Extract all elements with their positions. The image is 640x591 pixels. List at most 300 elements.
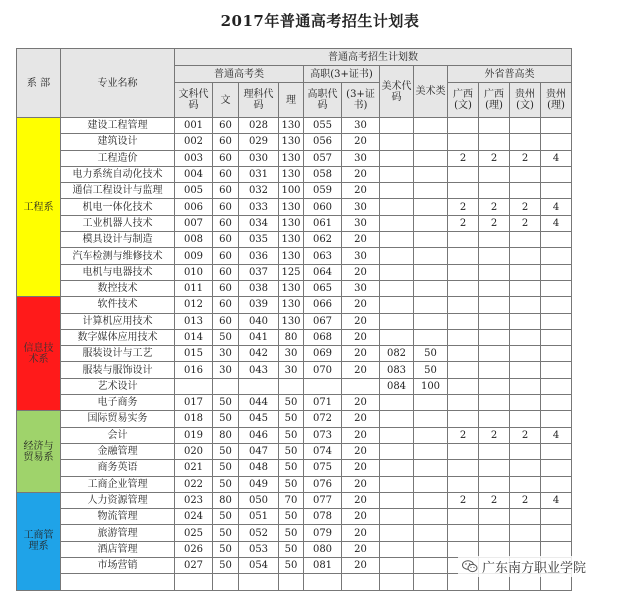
guizhou-wen-cell: 2 [510, 150, 541, 166]
wen-cell: 50 [213, 395, 239, 411]
gz-num-cell: 20 [342, 297, 380, 313]
gz-code-cell: 070 [304, 362, 342, 378]
guizhou-li-cell [541, 183, 572, 199]
guangxi-li-cell [479, 183, 510, 199]
major-name-cell: 服装设计与工艺 [61, 346, 175, 362]
guizhou-li-cell: 4 [541, 199, 572, 215]
table-row [17, 346, 572, 362]
guangxi-wen-cell [448, 395, 479, 411]
guangxi-li-cell [479, 248, 510, 264]
header-other-province: 外省普高类 [448, 66, 572, 83]
guizhou-wen-cell: 2 [510, 199, 541, 215]
li-cell: 130 [279, 280, 304, 296]
gz-code-cell: 072 [304, 411, 342, 427]
major-name-cell: 商务英语 [61, 460, 175, 476]
art-cell [414, 199, 448, 215]
wen-code-cell: 012 [175, 297, 213, 313]
art-code-cell [380, 118, 414, 134]
art-code-cell [380, 411, 414, 427]
art-code-cell [380, 443, 414, 459]
li-cell: 130 [279, 118, 304, 134]
wen-cell: 50 [213, 460, 239, 476]
table-row [17, 166, 572, 182]
li-code-cell [239, 378, 279, 394]
table-row [17, 118, 572, 134]
wechat-icon [462, 560, 478, 573]
wen-cell: 60 [213, 264, 239, 280]
guizhou-wen-cell [510, 460, 541, 476]
guangxi-li-cell [479, 460, 510, 476]
art-code-cell [380, 232, 414, 248]
art-cell [414, 476, 448, 492]
wen-code-cell: 023 [175, 492, 213, 508]
wen-code-cell [175, 378, 213, 394]
major-name-cell: 机电一体化技术 [61, 199, 175, 215]
guizhou-li-cell [541, 509, 572, 525]
li-cell: 130 [279, 248, 304, 264]
guangxi-li-cell: 2 [479, 215, 510, 231]
gz-code-cell: 055 [304, 118, 342, 134]
art-code-cell: 084 [380, 378, 414, 394]
guizhou-wen-cell [510, 232, 541, 248]
guangxi-wen-cell [448, 297, 479, 313]
li-code-cell: 046 [239, 427, 279, 443]
guangxi-li-cell [479, 395, 510, 411]
li-code-cell: 051 [239, 509, 279, 525]
art-code-cell [380, 558, 414, 574]
wen-cell: 60 [213, 118, 239, 134]
guangxi-li-cell [479, 280, 510, 296]
li-cell: 50 [279, 476, 304, 492]
major-name-cell: 电机与电器技术 [61, 264, 175, 280]
guangxi-li-cell [479, 476, 510, 492]
header-art: 美术类 [414, 66, 448, 118]
guizhou-li-cell [541, 134, 572, 150]
wen-cell: 60 [213, 183, 239, 199]
guizhou-li-cell [541, 443, 572, 459]
li-cell: 100 [279, 183, 304, 199]
department-cell: 经济与贸易系 [17, 411, 61, 492]
art-code-cell [380, 492, 414, 508]
guizhou-wen-cell [510, 329, 541, 345]
li-cell: 130 [279, 166, 304, 182]
table-row [17, 264, 572, 280]
major-name-cell: 会计 [61, 427, 175, 443]
guizhou-wen-cell [510, 509, 541, 525]
wen-code-cell: 006 [175, 199, 213, 215]
major-name-cell: 工程造价 [61, 150, 175, 166]
li-code-cell: 037 [239, 264, 279, 280]
wen-code-cell: 025 [175, 525, 213, 541]
gz-num-cell: 30 [342, 280, 380, 296]
gz-num-cell: 20 [342, 346, 380, 362]
wen-code-cell: 024 [175, 509, 213, 525]
gz-code-cell: 056 [304, 134, 342, 150]
wen-cell: 50 [213, 525, 239, 541]
li-cell: 130 [279, 134, 304, 150]
guizhou-li-cell [541, 166, 572, 182]
guangxi-wen-cell [448, 232, 479, 248]
gz-num-cell: 20 [342, 313, 380, 329]
wen-code-cell: 022 [175, 476, 213, 492]
table-row [17, 150, 572, 166]
li-cell: 50 [279, 558, 304, 574]
table-row [17, 411, 572, 427]
major-name-cell: 酒店管理 [61, 541, 175, 557]
header-li-code: 理科代码 [239, 83, 279, 118]
header-dept: 系 部 [17, 49, 61, 118]
wen-cell: 60 [213, 280, 239, 296]
gz-code-cell: 080 [304, 541, 342, 557]
gz-num-cell: 30 [342, 199, 380, 215]
gz-code-cell: 068 [304, 329, 342, 345]
guizhou-li-cell [541, 460, 572, 476]
wen-cell: 50 [213, 411, 239, 427]
guangxi-wen-cell: 2 [448, 492, 479, 508]
wen-code-cell: 015 [175, 346, 213, 362]
gz-num-cell: 20 [342, 166, 380, 182]
gz-code-cell: 081 [304, 558, 342, 574]
wen-code-cell: 008 [175, 232, 213, 248]
major-name-cell: 电力系统自动化技术 [61, 166, 175, 182]
guangxi-wen-cell [448, 443, 479, 459]
art-cell [414, 574, 448, 590]
table-row [17, 313, 572, 329]
gz-num-cell: 30 [342, 118, 380, 134]
major-name-cell: 工业机器人技术 [61, 215, 175, 231]
art-code-cell [380, 166, 414, 182]
guizhou-wen-cell [510, 248, 541, 264]
table-row [17, 297, 572, 313]
gz-num-cell: 20 [342, 525, 380, 541]
header-guizhou-wen: 贵州(文) [510, 83, 541, 118]
guangxi-wen-cell [448, 476, 479, 492]
guangxi-wen-cell [448, 460, 479, 476]
guangxi-li-cell [479, 329, 510, 345]
li-cell [279, 574, 304, 590]
art-cell: 50 [414, 346, 448, 362]
wen-code-cell: 009 [175, 248, 213, 264]
gz-num-cell: 20 [342, 541, 380, 557]
guangxi-wen-cell [448, 183, 479, 199]
table-row [17, 134, 572, 150]
header-guangxi-li: 广西(理) [479, 83, 510, 118]
table-row [17, 427, 572, 443]
art-code-cell [380, 541, 414, 557]
table-row [17, 395, 572, 411]
table-row [17, 476, 572, 492]
guizhou-wen-cell [510, 476, 541, 492]
gz-num-cell: 30 [342, 150, 380, 166]
guangxi-li-cell: 2 [479, 199, 510, 215]
wen-cell: 50 [213, 541, 239, 557]
gz-code-cell: 071 [304, 395, 342, 411]
guangxi-wen-cell [448, 248, 479, 264]
guangxi-li-cell [479, 313, 510, 329]
art-cell [414, 541, 448, 557]
li-cell: 50 [279, 411, 304, 427]
art-code-cell [380, 248, 414, 264]
wen-cell: 80 [213, 427, 239, 443]
table-row [17, 329, 572, 345]
li-code-cell: 030 [239, 150, 279, 166]
header-art-code: 美术代码 [380, 66, 414, 118]
guizhou-wen-cell [510, 280, 541, 296]
header-plan: 普通高考招生计划数 [175, 49, 572, 66]
wen-code-cell: 018 [175, 411, 213, 427]
major-name-cell: 汽车检测与维修技术 [61, 248, 175, 264]
watermark [458, 556, 590, 577]
guizhou-li-cell: 4 [541, 492, 572, 508]
guangxi-wen-cell [448, 166, 479, 182]
table-row [17, 525, 572, 541]
major-name-cell: 艺术设计 [61, 378, 175, 394]
li-code-cell: 032 [239, 183, 279, 199]
wen-cell: 60 [213, 297, 239, 313]
gz-code-cell: 065 [304, 280, 342, 296]
guangxi-li-cell [479, 297, 510, 313]
guangxi-wen-cell [448, 525, 479, 541]
art-code-cell [380, 134, 414, 150]
art-cell [414, 509, 448, 525]
art-code-cell [380, 460, 414, 476]
art-code-cell [380, 183, 414, 199]
table-row [17, 460, 572, 476]
art-cell [414, 134, 448, 150]
guangxi-li-cell [479, 232, 510, 248]
li-code-cell: 029 [239, 134, 279, 150]
art-code-cell [380, 313, 414, 329]
gz-num-cell: 20 [342, 362, 380, 378]
header-wen: 文 [213, 83, 239, 118]
gz-code-cell: 060 [304, 199, 342, 215]
li-cell: 80 [279, 329, 304, 345]
li-cell: 130 [279, 150, 304, 166]
wen-cell: 60 [213, 313, 239, 329]
major-name-cell: 数字媒体应用技术 [61, 329, 175, 345]
wen-code-cell: 016 [175, 362, 213, 378]
art-code-cell [380, 215, 414, 231]
header-guangxi-wen: 广西(文) [448, 83, 479, 118]
guizhou-li-cell [541, 264, 572, 280]
guangxi-li-cell [479, 411, 510, 427]
wen-code-cell [175, 574, 213, 590]
guangxi-wen-cell: 2 [448, 427, 479, 443]
guizhou-li-cell [541, 297, 572, 313]
gz-code-cell: 064 [304, 264, 342, 280]
li-code-cell: 040 [239, 313, 279, 329]
guangxi-li-cell: 2 [479, 492, 510, 508]
guizhou-li-cell [541, 411, 572, 427]
wen-code-cell: 014 [175, 329, 213, 345]
wen-code-cell: 002 [175, 134, 213, 150]
table-row [17, 362, 572, 378]
wen-cell: 30 [213, 362, 239, 378]
table-row [17, 509, 572, 525]
art-cell [414, 395, 448, 411]
guizhou-li-cell [541, 378, 572, 394]
gz-code-cell [304, 378, 342, 394]
wen-cell: 60 [213, 215, 239, 231]
wen-code-cell: 017 [175, 395, 213, 411]
li-code-cell: 036 [239, 248, 279, 264]
art-cell [414, 118, 448, 134]
li-code-cell: 039 [239, 297, 279, 313]
wen-code-cell: 020 [175, 443, 213, 459]
li-code-cell: 031 [239, 166, 279, 182]
gz-num-cell: 20 [342, 509, 380, 525]
li-code-cell: 041 [239, 329, 279, 345]
guizhou-li-cell [541, 362, 572, 378]
major-name-cell: 工商企业管理 [61, 476, 175, 492]
art-cell [414, 525, 448, 541]
art-cell [414, 411, 448, 427]
guangxi-wen-cell: 2 [448, 215, 479, 231]
li-cell: 30 [279, 362, 304, 378]
li-code-cell: 054 [239, 558, 279, 574]
art-cell: 100 [414, 378, 448, 394]
art-cell [414, 280, 448, 296]
wen-code-cell: 003 [175, 150, 213, 166]
art-cell [414, 460, 448, 476]
major-name-cell: 市场营销 [61, 558, 175, 574]
li-cell: 130 [279, 313, 304, 329]
gz-num-cell: 20 [342, 329, 380, 345]
art-code-cell [380, 329, 414, 345]
guangxi-wen-cell: 2 [448, 199, 479, 215]
wen-code-cell: 001 [175, 118, 213, 134]
li-cell: 50 [279, 395, 304, 411]
guangxi-wen-cell [448, 346, 479, 362]
header-major: 专业名称 [61, 49, 175, 118]
table-row [17, 492, 572, 508]
gz-code-cell: 061 [304, 215, 342, 231]
li-cell: 50 [279, 541, 304, 557]
wen-cell [213, 574, 239, 590]
li-code-cell: 042 [239, 346, 279, 362]
enrollment-plan-table [16, 48, 572, 591]
major-name-cell: 旅游管理 [61, 525, 175, 541]
guizhou-li-cell [541, 346, 572, 362]
major-name-cell: 人力资源管理 [61, 492, 175, 508]
gz-code-cell: 074 [304, 443, 342, 459]
wen-code-cell: 019 [175, 427, 213, 443]
wen-cell: 60 [213, 248, 239, 264]
wen-cell: 50 [213, 509, 239, 525]
major-name-cell: 通信工程设计与监理 [61, 183, 175, 199]
table-row [17, 183, 572, 199]
gz-code-cell: 069 [304, 346, 342, 362]
major-name-cell: 软件技术 [61, 297, 175, 313]
guangxi-li-cell [479, 378, 510, 394]
art-code-cell [380, 395, 414, 411]
major-name-cell: 电子商务 [61, 395, 175, 411]
major-name-cell: 模具设计与制造 [61, 232, 175, 248]
li-code-cell: 035 [239, 232, 279, 248]
gz-code-cell: 063 [304, 248, 342, 264]
li-code-cell: 038 [239, 280, 279, 296]
table-row [17, 443, 572, 459]
wen-code-cell: 004 [175, 166, 213, 182]
wen-cell: 60 [213, 232, 239, 248]
gz-num-cell [342, 378, 380, 394]
li-code-cell: 050 [239, 492, 279, 508]
guizhou-li-cell [541, 118, 572, 134]
guizhou-li-cell: 4 [541, 427, 572, 443]
gz-num-cell: 20 [342, 134, 380, 150]
header-vocational: 高职(3+证书) [304, 66, 380, 83]
art-code-cell [380, 199, 414, 215]
wen-code-cell: 011 [175, 280, 213, 296]
li-code-cell: 034 [239, 215, 279, 231]
li-cell: 130 [279, 199, 304, 215]
gz-num-cell: 20 [342, 183, 380, 199]
guangxi-wen-cell [448, 378, 479, 394]
table-row [17, 232, 572, 248]
wen-cell [213, 378, 239, 394]
gz-num-cell [342, 574, 380, 590]
guizhou-wen-cell [510, 166, 541, 182]
gz-code-cell: 067 [304, 313, 342, 329]
li-cell: 50 [279, 525, 304, 541]
major-name-cell: 建筑设计 [61, 134, 175, 150]
major-name-cell: 计算机应用技术 [61, 313, 175, 329]
wen-code-cell: 026 [175, 541, 213, 557]
gz-code-cell [304, 574, 342, 590]
art-cell [414, 492, 448, 508]
wen-cell: 60 [213, 199, 239, 215]
guangxi-wen-cell [448, 329, 479, 345]
li-code-cell [239, 574, 279, 590]
guizhou-li-cell [541, 525, 572, 541]
art-cell [414, 150, 448, 166]
header-general: 普通高考类 [175, 66, 304, 83]
gz-code-cell: 066 [304, 297, 342, 313]
art-cell: 50 [414, 362, 448, 378]
gz-code-cell: 062 [304, 232, 342, 248]
table-row [17, 215, 572, 231]
gz-num-cell: 30 [342, 215, 380, 231]
guangxi-wen-cell [448, 118, 479, 134]
art-code-cell [380, 509, 414, 525]
guangxi-li-cell: 2 [479, 427, 510, 443]
li-code-cell: 044 [239, 395, 279, 411]
li-code-cell: 053 [239, 541, 279, 557]
li-code-cell: 049 [239, 476, 279, 492]
li-cell: 50 [279, 443, 304, 459]
li-code-cell: 052 [239, 525, 279, 541]
li-cell: 125 [279, 264, 304, 280]
gz-code-cell: 075 [304, 460, 342, 476]
art-code-cell [380, 264, 414, 280]
gz-num-cell: 20 [342, 476, 380, 492]
guizhou-li-cell [541, 395, 572, 411]
li-cell: 50 [279, 427, 304, 443]
guizhou-wen-cell [510, 183, 541, 199]
art-code-cell [380, 574, 414, 590]
art-cell [414, 248, 448, 264]
art-cell [414, 215, 448, 231]
art-cell [414, 329, 448, 345]
guizhou-wen-cell [510, 118, 541, 134]
guangxi-li-cell [479, 362, 510, 378]
guangxi-li-cell [479, 134, 510, 150]
guizhou-wen-cell [510, 264, 541, 280]
li-cell: 130 [279, 297, 304, 313]
guangxi-wen-cell [448, 411, 479, 427]
art-cell [414, 427, 448, 443]
wen-cell: 50 [213, 476, 239, 492]
